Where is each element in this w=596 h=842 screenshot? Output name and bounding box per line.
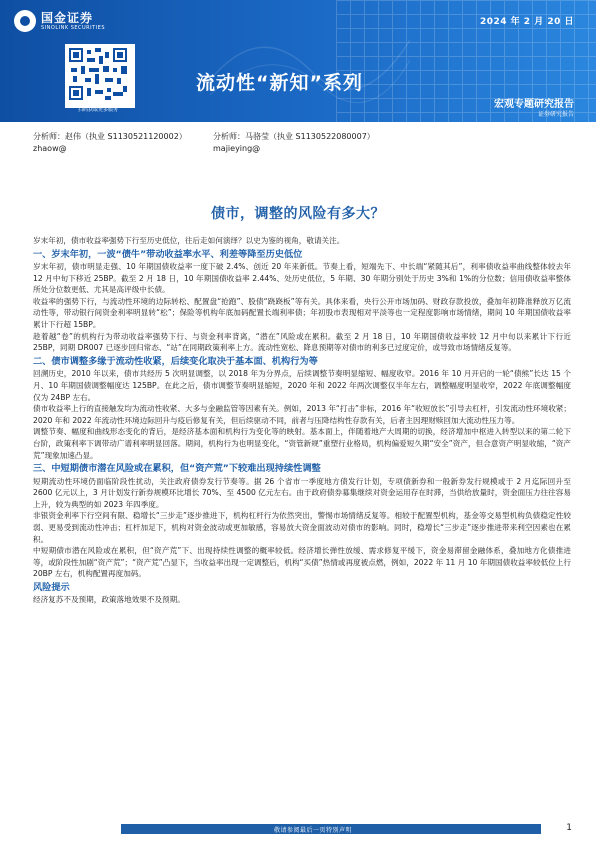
- header-banner: [0, 0, 596, 122]
- logo-mark-icon: [14, 10, 36, 32]
- section-3-paragraph: 非银资金利率下行空间有限、稳增长“三步走”逐步推进下，机构杠杆行为依然突出，警惕市场情绪反复等。相较于配置型机构，基金等交易型机构负债稳定性较弱、更易受到流动性冲击；杠杆加足下，机构对资金波动或更加敏感，容易放大资金面波动对债市的影响。同时，稳增长“三步走”逐步推进带来利空因素也在累积。: [33, 511, 571, 544]
- section-1-paragraph: 收益率的强势下行，与流动性环境的边际转松、配置盘“抢跑”、股债“跷跷板”等有关。具体来看，央行公开市场加码、财政存款投放，叠加年初降准释放万亿流动性等，带动银行间资金利率明显转“松”；保险等机构年底加码配置长端利率债；年初股市表现相对平淡等也一定程度影响市场情绪，期间 10 年期国债收益率累计下行超 15BP。: [33, 296, 571, 330]
- logo-english-name: SINOLINK SECURITIES: [41, 24, 105, 31]
- series-title: 流动性“新知”系列: [196, 72, 363, 94]
- section-3-paragraph: 中短期债市潜在风险或在累积，但“资产荒”下、出现持续性调整的概率较低。经济增长弹性放缓、需求修复平缓下，资金易滞留金融体系，叠加地方化债推进等，或阶段性加剧“资产荒”；“资产荒”凸显下，当收益率出现一定调整后，机构“买债”热情或再度被点燃，例如，2022 年 11 月 10 年期国债收益率较低位上行 20BP 左右，机构配置再度加码。: [33, 546, 571, 579]
- report-date: 2024 年 2 月 20 日: [479, 17, 574, 27]
- section-3-paragraph: 短期流动性环境仍面临阶段性扰动，关注政府债券发行节奏等。据 26 个省市一季度地方债发行计划，专项债新券和一般新券发行规模或于 2 月迄际回升至 2600 亿元以上，3 月计划发行新券规模环比增长 70%、至 4500 亿元左右。由于政府债券募集继续对资金运用存在时滞，当供给放量时，资金面压力往往容易上升，较为典型的如 2023 年四季度。: [33, 476, 571, 509]
- risk-text: 经济复苏不及预期，政策落地效果不及预期。: [33, 595, 185, 605]
- section-1-heading: 一、岁末年初，一波“债牛”带动收益率水平、利差等降至历史低位: [33, 248, 303, 260]
- section-2-paragraph: 回溯历史，2010 年以来，债市共经历 5 次明显调整，以 2018 年为分界点，后续调整节奏明显缩短、幅度收窄。2016 年 10 月开启的一轮“债熊”长达 15 个月、10 年期国债调整幅度达 125BP。在此之后，债市调整节奏明显缩短，2020 年和 2022 年两次调整仅半年左右，调整幅度明显收窄，2022 年底调整幅度仅为 24BP 左右。: [33, 369, 571, 402]
- analyst-1-line: 分析师：赵伟（执业 S1130521120002）: [33, 132, 187, 141]
- analyst-1-email[interactable]: zhaow@: [33, 144, 67, 153]
- report-subtype: 证券研究报告: [537, 111, 574, 118]
- section-2-paragraph: 调整节奏、幅度和曲线形态变化的背后，是经济基本面和机构行为变化等的映射。基本面上，伴随着地产大周期的切换，经济增加中枢进入转型以来的第二轮下台阶，政策利率下调带动广谱利率明显回落。期间，机构行为也明显变化，“资管新规”重塑行业格局，机构偏爱短久期“安全”资产，但合意资产明显收缩，“资产荒”现象加速凸显。: [33, 427, 571, 460]
- qr-caption: 扫码获取更多服务: [77, 107, 118, 113]
- risk-heading: 风险提示: [33, 581, 70, 593]
- report-type: 宏观专题研究报告: [494, 99, 574, 110]
- report-title: 债市，调整的风险有多大？: [211, 206, 385, 222]
- section-1-paragraph: 趁着越“卷”的机构行为带动收益率强势下行、与资金利率背离，“潜在”风险或在累积。截至 2 月 18 日，10 年期国债收益率较 12 月中旬以来累计下行近 25BP，同期 DR007 已逐步回归常态、“站”在同期政策利率上方。流动性宽松、降息预期等对债市的利多已过度定价，或导致市场情绪反复等。: [33, 331, 571, 353]
- analyst-2-line: 分析师：马骆莹（执业 S1130522080007）: [213, 132, 375, 141]
- section-2-heading: 二、债市调整多缘于流动性收紧，后续变化取决于基本面、机构行为等: [33, 355, 318, 367]
- qr-code-icon: [65, 44, 135, 108]
- banner-wave-decoration: [210, 0, 410, 122]
- section-1-paragraph: 岁末年初，债市明显走强、10 年期国债收益率一度下破 2.4%、创近 20 年来新低。节奏上看，短端先下、中长端“紧随其后”，利率债收益率曲线整体较去年 12 月中旬下移近 25BP。截至 2 月 18 日，10 年期国债收益率 2.44%、处历史低位，5 年期、30 年期分别处于历史 3%和 1%的分位数；信用债收益率整体所处分位数更低、尤其是高评级中长债。: [33, 262, 571, 295]
- section-2-paragraph: 债市收益率上行的直接触发均为流动性收紧、大多与金融监管等因素有关。例如，2013 年“打击”非标，2016 年“收短放长”引导去杠杆，引发流动性环境收紧；2020 年和 2022 年流动性环境边际回升与疫后修复有关，但后续驱动不同，前者与压降结构性存款有关，后者主因理财赎回加大流动性压力等。: [33, 404, 571, 425]
- company-logo: [14, 10, 105, 32]
- disclaimer-note: 敬请参阅最后一页特别声明: [273, 827, 352, 834]
- analyst-2: [213, 131, 375, 155]
- report-body: [33, 235, 571, 606]
- page-number: 1: [566, 823, 572, 833]
- intro-paragraph: 岁末年初，债市收益率强势下行至历史低位，往后走如何演绎？以史为鉴的视角，敬请关注。: [33, 236, 345, 245]
- section-3-heading: 三、中短期债市潜在风险或在累积，但“资产荒”下较难出现持续性调整: [33, 463, 321, 475]
- analyst-1: [33, 131, 187, 155]
- page-footer: [33, 824, 572, 836]
- logo-name: 国金证券: [41, 10, 94, 25]
- analyst-2-email[interactable]: majieying@: [213, 144, 261, 153]
